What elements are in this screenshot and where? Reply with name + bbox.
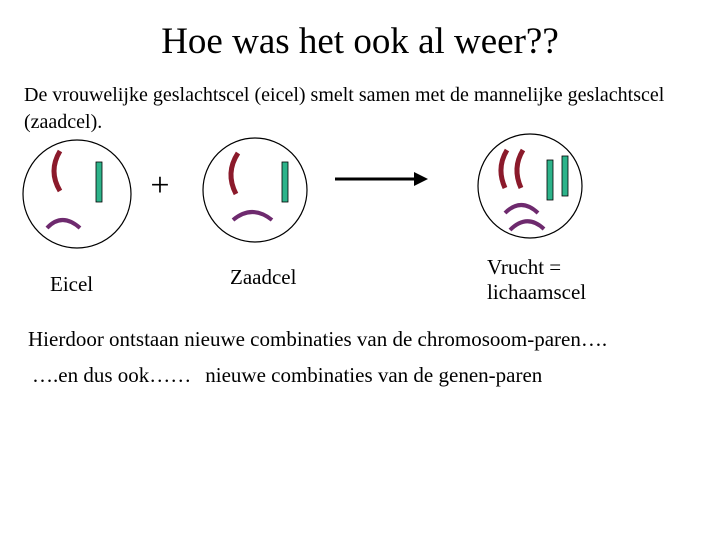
body-red-chromosome-1 <box>501 150 507 188</box>
egg-cell <box>23 140 131 248</box>
sperm-red-chromosome <box>231 153 238 194</box>
egg-cell-membrane <box>23 140 131 248</box>
body-green-chromosome-2 <box>562 156 568 196</box>
sperm-label: Zaadcel <box>230 265 297 289</box>
conclusion-line-2-tail: nieuwe combinaties van de genen-paren <box>205 363 543 387</box>
arrow-head <box>414 172 428 186</box>
body-red-chromosome-2 <box>517 150 523 188</box>
body-cell-label <box>487 255 687 305</box>
body-green-chromosome-1 <box>547 160 553 200</box>
body-purple-chromosome-2 <box>510 221 544 230</box>
page-title: Hoe was het ook al weer?? <box>161 21 559 62</box>
intro-text: De vrouwelijke geslachtscel (eicel) smelt samen met de mannelijke geslachtscel (zaadcel). <box>24 84 665 133</box>
sperm-cell <box>203 138 307 242</box>
egg-red-chromosome <box>54 151 60 191</box>
conclusion-line-1: Hierdoor ontstaan nieuwe combinaties van de chromosoom-paren…. <box>28 327 608 351</box>
sperm-purple-chromosome <box>233 212 272 220</box>
conclusion-line-2-lead: ….en dus ook…… <box>32 363 192 387</box>
egg-green-chromosome <box>96 162 102 202</box>
body-cell-label-line2: lichaamscel <box>487 280 587 304</box>
body-cell <box>478 134 582 238</box>
egg-label: Eicel <box>50 272 94 296</box>
body-cell-label-line1: Vrucht = <box>487 255 562 279</box>
conclusion-line-2 <box>32 363 542 388</box>
sperm-green-chromosome <box>282 162 288 202</box>
plus-sign: + <box>150 167 170 204</box>
body-purple-chromosome-1 <box>505 205 538 213</box>
sperm-cell-membrane <box>203 138 307 242</box>
fusion-arrow <box>335 172 428 186</box>
egg-purple-chromosome <box>47 220 80 228</box>
